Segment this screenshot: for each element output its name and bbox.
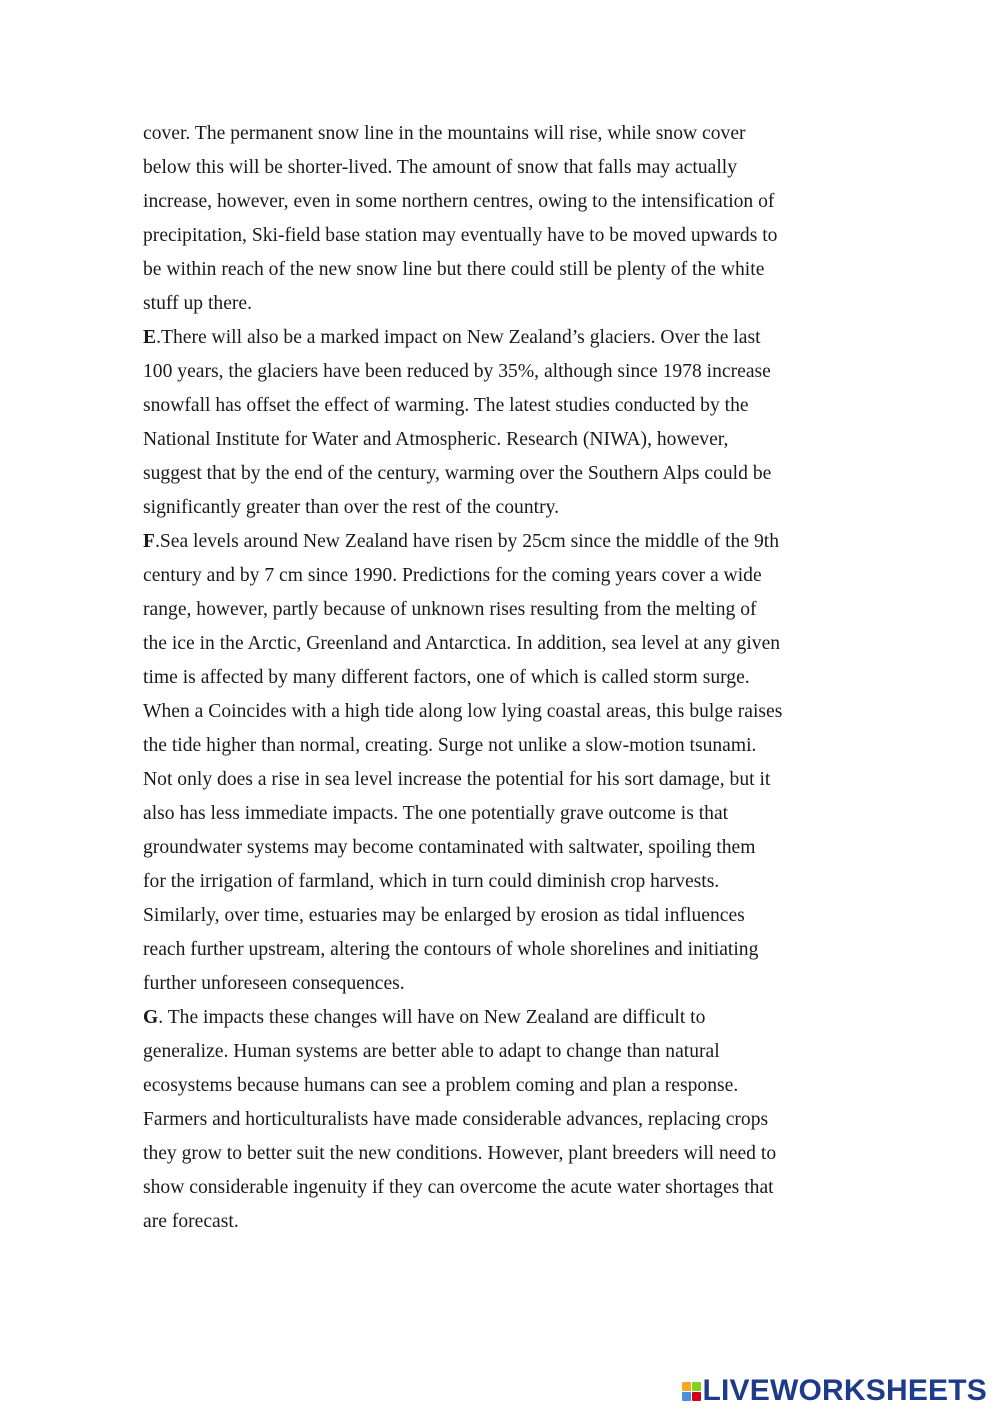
line-text: 100 years, the glaciers have been reduced by 35%, although since 1978 increase: [143, 361, 771, 382]
text-line: [143, 219, 863, 253]
text-line: [143, 457, 863, 491]
text-line: [143, 1001, 863, 1035]
line-text: be within reach of the new snow line but there could still be plenty of the white: [143, 259, 765, 280]
text-line: [143, 287, 863, 321]
line-text: stuff up there.: [143, 293, 253, 314]
watermark-text: LIVEWORKSHEETS: [702, 1374, 987, 1407]
text-line: [143, 967, 863, 1001]
line-text: groundwater systems may become contaminated with saltwater, spoiling them: [143, 837, 756, 858]
paragraph-letter: E: [143, 327, 157, 348]
line-text: also has less immediate impacts. The one potentially grave outcome is that: [143, 803, 729, 824]
text-line: [143, 695, 863, 729]
text-line: [143, 423, 863, 457]
text-line: [143, 899, 863, 933]
line-text: Farmers and horticulturalists have made considerable advances, replacing crops: [143, 1109, 769, 1130]
line-text: snowfall has offset the effect of warming. The latest studies conducted by the: [143, 395, 749, 416]
liveworksheets-watermark: [682, 1374, 988, 1408]
text-line: [143, 1069, 863, 1103]
line-text: When a Coincides with a high tide along low lying coastal areas, this bulge raises: [143, 701, 783, 722]
text-line: [143, 1171, 863, 1205]
line-text: suggest that by the end of the century, warming over the Southern Alps could be: [143, 463, 772, 484]
line-text: they grow to better suit the new conditions. However, plant breeders will need to: [143, 1143, 777, 1164]
line-text: .There will also be a marked impact on New Zealand’s glaciers. Over the last: [156, 327, 761, 348]
liveworksheets-logo-icon: [682, 1382, 701, 1401]
text-line: [143, 389, 863, 423]
line-text: increase, however, even in some northern centres, owing to the intensification of: [143, 191, 775, 212]
text-line: [143, 763, 863, 797]
text-line: [143, 117, 863, 151]
line-text: are forecast.: [143, 1211, 239, 1232]
line-text: the tide higher than normal, creating. Surge not unlike a slow-motion tsunami.: [143, 735, 757, 756]
logo-square: [682, 1392, 691, 1401]
line-text: further unforeseen consequences.: [143, 973, 405, 994]
line-text: the ice in the Arctic, Greenland and Antarctica. In addition, sea level at any given: [143, 633, 781, 654]
line-text: .Sea levels around New Zealand have risen by 25cm since the middle of the 9th: [154, 531, 780, 552]
text-line: [143, 185, 863, 219]
line-text: significantly greater than over the rest of the country.: [143, 497, 560, 518]
line-text: Similarly, over time, estuaries may be enlarged by erosion as tidal influences: [143, 905, 745, 926]
line-text: National Institute for Water and Atmospheric. Research (NIWA), however,: [143, 429, 729, 450]
line-text: . The impacts these changes will have on New Zealand are difficult to: [158, 1007, 706, 1028]
text-line: [143, 865, 863, 899]
text-line: [143, 661, 863, 695]
logo-square: [692, 1392, 701, 1401]
line-text: generalize. Human systems are better able to adapt to change than natural: [143, 1041, 720, 1062]
text-line: [143, 151, 863, 185]
text-line: [143, 1205, 863, 1239]
text-line: [143, 729, 863, 763]
text-line: [143, 559, 863, 593]
text-line: [143, 355, 863, 389]
line-text: time is affected by many different factors, one of which is called storm surge.: [143, 667, 750, 688]
line-text: cover. The permanent snow line in the mountains will rise, while snow cover: [143, 123, 746, 144]
text-line: [143, 831, 863, 865]
text-line: [143, 491, 863, 525]
text-line: [143, 1137, 863, 1171]
text-line: [143, 1035, 863, 1069]
line-text: below this will be shorter-lived. The amount of snow that falls may actually: [143, 157, 738, 178]
text-line: [143, 627, 863, 661]
line-text: show considerable ingenuity if they can overcome the acute water shortages that: [143, 1177, 774, 1198]
text-line: [143, 1103, 863, 1137]
line-text: reach further upstream, altering the contours of whole shorelines and initiating: [143, 939, 759, 960]
paragraph-letter: F: [143, 531, 155, 552]
line-text: range, however, partly because of unknown rises resulting from the melting of: [143, 599, 757, 620]
line-text: precipitation, Ski-field base station may eventually have to be moved upwards to: [143, 225, 778, 246]
text-line: [143, 321, 863, 355]
logo-square: [682, 1382, 691, 1391]
line-text: Not only does a rise in sea level increase the potential for his sort damage, but it: [143, 769, 771, 790]
document-body: [143, 117, 863, 1239]
text-line: [143, 933, 863, 967]
text-line: [143, 797, 863, 831]
paragraph-letter: G: [143, 1007, 159, 1028]
line-text: for the irrigation of farmland, which in turn could diminish crop harvests.: [143, 871, 720, 892]
text-line: [143, 593, 863, 627]
line-text: century and by 7 cm since 1990. Predictions for the coming years cover a wide: [143, 565, 762, 586]
logo-square: [692, 1382, 701, 1391]
text-line: [143, 253, 863, 287]
text-line: [143, 525, 863, 559]
line-text: ecosystems because humans can see a problem coming and plan a response.: [143, 1075, 739, 1096]
